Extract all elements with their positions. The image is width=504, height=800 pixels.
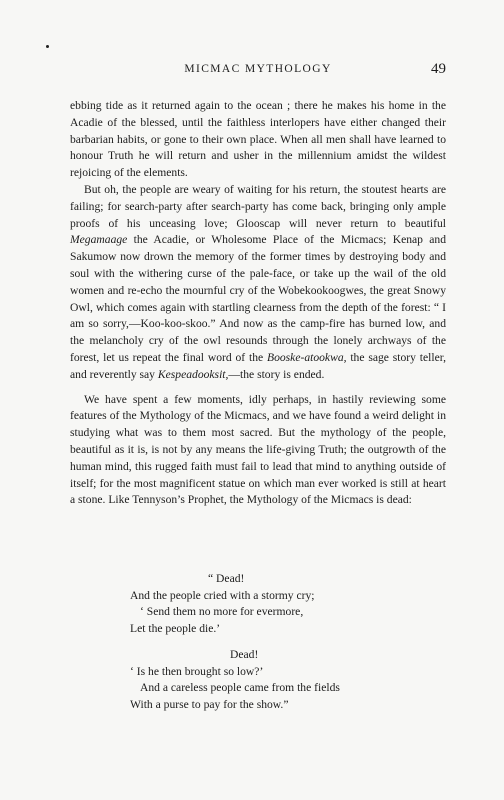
running-title: MICMAC MYTHOLOGY (184, 63, 332, 75)
paragraph-gap (70, 384, 446, 392)
stanza-gap (130, 637, 430, 647)
page-speck (46, 45, 49, 48)
italic-term-kespeadooksit: Kespeadooksit, (157, 367, 229, 381)
poem-quotation (130, 571, 430, 713)
italic-term-megamaage: Megamaage (70, 233, 128, 247)
poem-line: Dead! (230, 648, 259, 661)
paragraph-3 (70, 392, 446, 510)
poem-line: Let the people die.’ (130, 621, 221, 635)
body-text (70, 98, 446, 509)
poem-line: And a careless people came from the fields (140, 681, 340, 694)
paragraph-1 (70, 98, 446, 182)
page-header (70, 61, 446, 79)
poem-line: And the people cried with a stormy cry; (130, 588, 315, 602)
poem-line: ‘ Send them no more for evermore, (140, 605, 304, 618)
paragraph-2-text-b: the Acadie, or Wholesome Place of the Micmacs; Kenap and Sakumow now drown the memory of the former times by destroying body and soul with the withering curse of the pale-face, or take up the wail of the old women and re-echo the mournful cry of the Wobekookoogwes, the great Snowy Owl, which comes again with startling clearness from the depth of the forest: “ I am so sorry,—Koo-koo-skoo.” And now as the camp-fire has burned low, and the melancholy cry of the owl resounds through the lonely archways of the forest, let us repeat the final word of the (70, 233, 446, 364)
paragraph-3-text: We have spent a few moments, idly perhaps, in hastily reviewing some features of the Mythology of the Micmacs, and we have found a weird delight in studying what was to them most sacred. But the mythology of the people, beautiful as it is, is not by any means the life-giving Truth; the outgrowth of the human mind, this rugged faith must fail to lead that mind to anything outside of itself; for the most magnificent statue on which man ever worked is still at heart a stone. Like Tennyson’s Prophet, the Mythology of the Micmacs is dead: (70, 392, 446, 507)
italic-term-booske-atookwa: Booske-atookwa, (266, 350, 347, 364)
paragraph-2-text-c: the sage story teller, and reverently say (70, 350, 447, 381)
paragraph-1-text: ebbing tide as it returned again to the ocean ; there he makes his home in the Acadie of the blessed, until the faithless interlopers have either changed their barbarian habits, or gone to their own place. When all men shall have learned to honour Truth he will return and usher in the millennium amidst the wildest rejoicing of the elements. (70, 99, 446, 180)
paragraph-2 (70, 182, 446, 384)
page-number: 49 (431, 61, 446, 77)
poem-line: With a purse to pay for the show.” (130, 697, 289, 711)
poem-line: “ Dead! (208, 572, 245, 585)
paragraph-2-text-a: But oh, the people are weary of waiting for his return, the stoutest hearts are failing; for search-party after search-party has come back, bringing only ample proofs of his unceasing love; Glooscap will never return to beautiful (70, 182, 446, 230)
poem-line: ‘ Is he then brought so low?’ (130, 664, 264, 678)
paragraph-2-text-d: —the story is ended. (228, 367, 325, 381)
